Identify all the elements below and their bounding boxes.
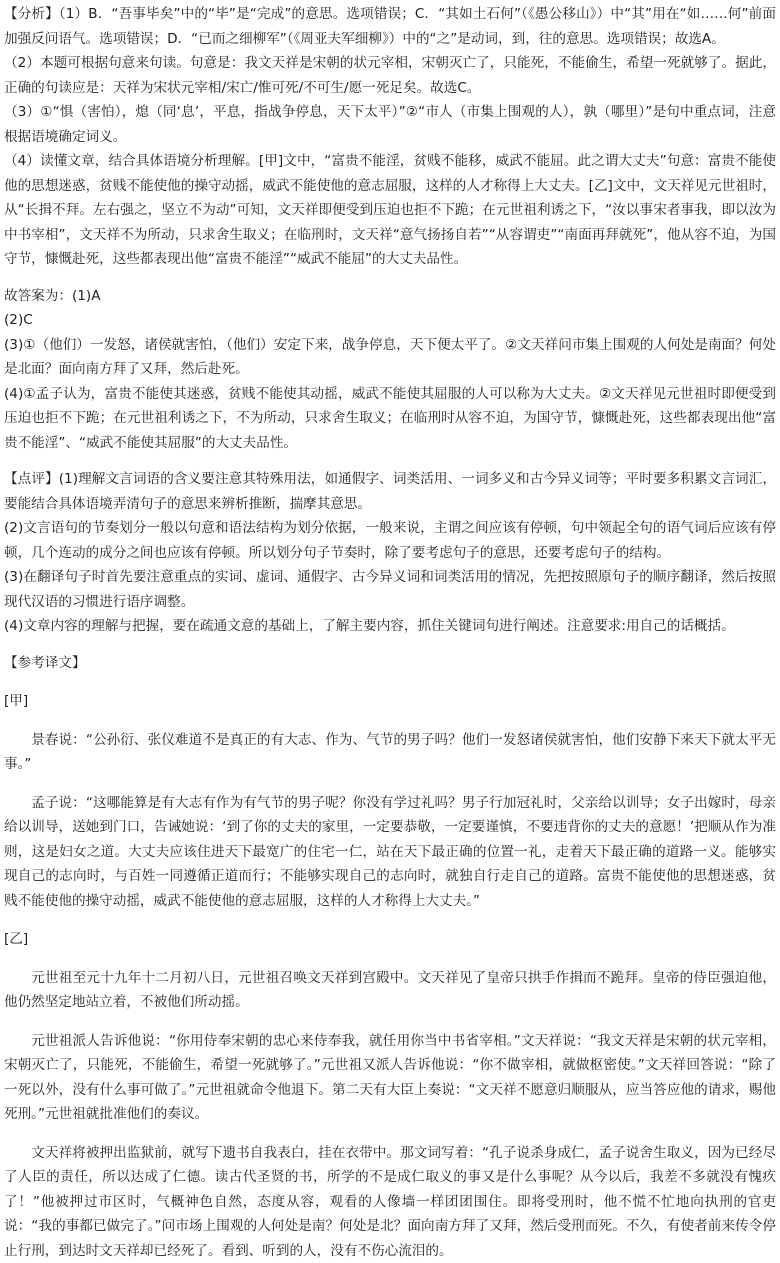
answer-line-4: (4)①孟子认为，富贵不能使其迷惑，贫贱不能使其动摇，威武不能使其屈服的人可以称为大丈夫。②文天祥见元世祖时即便受到压迫也拒不下跪；在元世祖利诱之下，不为所动，只求舍生取义；在临刑时从容不迫，为国守节，慷慨赴死，这些都表现出他“富贵不能淫”、“威武不能使其屈服”的大丈夫品性。 — [4, 382, 776, 456]
part-yi-label: [乙] — [4, 927, 776, 952]
comment-paragraph-3: (3)在翻译句子时首先要注意重点的实词、虚词、通假字、古今异义词和词类活用的情况，先把按照原句子的顺序翻译，然后按照现代汉语的习惯进行语序调整。 — [4, 565, 776, 614]
analysis-paragraph-1: 【分析】（1）B．“吾事毕矣”中的“毕”是“完成”的意思。选项错误；C．“其如土石何”（《愚公移山》）中“其”用在“如……何”前面加强反问语气。选项错误；D．“已而之细柳军”（《周亚夫军细柳》）中的“之”是动词，到，往的意思。选项错误；故选A。 — [4, 2, 776, 51]
comment-paragraph-1: 【点评】(1)理解文言词语的含义要注意其特殊用法，如通假字、词类活用、一词多义和古今异义词等；平时要多积累文言词汇，要能结合具体语境弄清句子的意思来辨析推断，揣摩其意思。 — [4, 467, 776, 516]
analysis-paragraph-4: （4）读懂文章，结合具体语境分析理解。[甲]文中，“富贵不能淫，贫贱不能移，威武不能屈。此之谓大丈夫”句意：富贵不能使他的思想迷惑，贫贱不能使他的操守动摇，威武不能使他的意志屈服，这样的人才称得上大丈夫。[乙]文中，文天祥见元世祖时，从“长揖不拜。左右强之，坚立不为动”可知，文天祥即便受到压迫也拒不下跪；在元世祖利诱之下，“汝以事宋者事我，即以汝为中书宰相”，文天祥不为所动，只求舍生取义；在临刑时，文天祥“意气扬扬自若”“从容谓吏”“南面再拜就死”，他从容不迫，为国守节，慷慨赴死，这些都表现出他“富贵不能淫”“威武不能屈”的大丈夫品性。 — [4, 149, 776, 272]
comment-section — [4, 467, 776, 639]
yi-paragraph-2: 元世祖派人告诉他说：“你用侍奉宋朝的忠心来侍奉我，就任用你当中书省宰相。”文天祥说：“我文天祥是宋朝的状元宰相，宋朝灭亡了，只能死，不能偷生，希望一死就够了。”元世祖又派人告诉他说：“你不做宰相，就做枢密使。”文天祥回答说：“除了一死以外，没有什么事可做了。”元世祖就命令他退下。第二天有大臣上奏说：“文天祥不愿意归顺服从，应当答应他的请求，赐他死刑。”元世祖就批准他们的奏议。 — [4, 1029, 776, 1127]
comment-paragraph-4: (4)文章内容的理解与把握，要在疏通文意的基础上，了解主要内容，抓住关键词句进行阐述。注意要求:用自己的话概括。 — [4, 614, 776, 639]
answer-line-3: (3)①（他们）一发怒，诸侯就害怕，（他们）安定下来，战争停息，天下便太平了。②文天祥问市集上围观的人何处是南面？何处是北面？面向南方拜了又拜，然后赴死。 — [4, 333, 776, 382]
comment-paragraph-2: (2)文言语句的节奏划分一般以句意和语法结构为划分依据，一般来说，主谓之间应该有停顿，句中领起全句的语气词后应该有停顿，几个连动的成分之间也应该有停顿。所以划分句子节奏时，除了要考虑句子的意思，还要考虑句子的结构。 — [4, 516, 776, 565]
analysis-section — [4, 2, 776, 272]
analysis-paragraph-2: （2）本题可根据句意来句读。句意是：我文天祥是宋朝的状元宰相，宋朝灭亡了，只能死，不能偷生，希望一死就够了。据此，正确的句读应是：天祥为宋状元宰相/宋亡/惟可死/不可生/愿一死足矣。故选C。 — [4, 51, 776, 100]
yi-paragraph-1: 元世祖至元十九年十二月初八日，元世祖召唤文天祥到宫殿中。文天祥见了皇帝只拱手作揖而不跪拜。皇帝的侍臣强迫他，他仍然坚定地站立着，不被他们所动摇。 — [4, 966, 776, 1015]
answer-section — [4, 284, 776, 456]
analysis-paragraph-3: （3）①“惧（害怕），熄（同‘息’，平息，指战争停息，天下太平）”②“市人（市集上围观的人），孰（哪里）”是句中重点词，注意根据语境确定词义。 — [4, 100, 776, 149]
answer-line-1: 故答案为：(1)A — [4, 284, 776, 309]
jia-paragraph-2: 孟子说：“这哪能算是有大志有作为有气节的男子呢？你没有学过礼吗？男子行加冠礼时，父亲给以训导；女子出嫁时，母亲给以训导，送她到门口，告诫她说：‘到了你的丈夫的家里，一定要恭敬，一定要谨慎，不要违背你的丈夫的意愿！’把顺从作为准则，这是妇女之道。大丈夫应该住进天下最宽广的住宅一仁，站在天下最正确的位置一礼，走着天下最正确的道路一义。能够实现自己的志向时，与百姓一同遵循正道而行；不能够实现自己的志向时，就独自行走自己的道路。富贵不能使他的思想迷惑，贫贱不能使他的操守动摇，威武不能使他的意志屈服，这样的人才称得上大丈夫。” — [4, 791, 776, 914]
jia-paragraph-1: 景春说：“公孙衍、张仪难道不是真正的有大志、作为、气节的男子吗？他们一发怒诸侯就害怕，他们安静下来天下就太平无事。” — [4, 728, 776, 777]
part-jia-label: [甲] — [4, 689, 776, 714]
translation-section — [4, 651, 776, 1263]
translation-heading: 【参考译文】 — [4, 651, 776, 676]
yi-paragraph-3: 文天祥将被押出监狱前，就写下遗书自我表白，挂在衣带中。那文词写着：“孔子说杀身成仁，孟子说舍生取义，因为已经尽了人臣的责任，所以达成了仁德。读古代圣贤的书，所学的不是成仁取义的事又是什么事呢？从今以后，我差不多就没有愧疚了！”他被押过市区时，气概神色自然，态度从容，观看的人像墙一样团团围住。即将受刑时，他不慌不忙地向执刑的官吏说：“我的事都已做完了。”问市场上围观的人何处是南？何处是北？面向南方拜了又拜，然后受刑而死。不久，有使者前来传令停止行刑，到达时文天祥却已经死了。看到、听到的人，没有不伤心流泪的。 — [4, 1141, 776, 1263]
answer-line-2: (2)C — [4, 308, 776, 333]
